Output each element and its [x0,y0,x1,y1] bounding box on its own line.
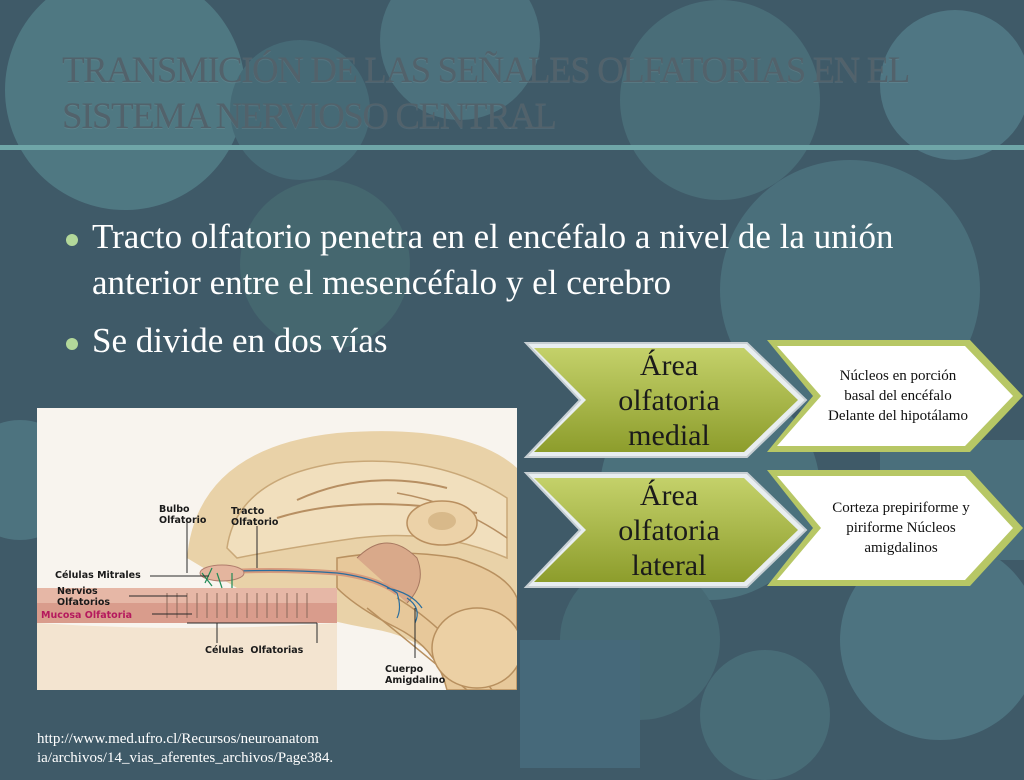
source-url-line: http://www.med.ufro.cl/Recursos/neuroanatom [37,731,319,747]
slide-title: TRANSMICIÓN DE LAS SEÑALES OLFATORIAS EN EL SISTEMA NERVIOSO CENTRAL [62,50,908,137]
label-nervios-olfatorios: Nervios Olfatorios [57,586,111,608]
label-mucosa-olfatoria: Mucosa Olfatoria [41,610,133,621]
label-cuerpo-amigdalino: Cuerpo Amigdalino [385,664,446,686]
bullet-dot [66,338,78,350]
label-celulas-olfatorias: Células Olfatorias [205,645,304,656]
label-bulbo-olfatorio: Bulbo Olfatorio [159,504,207,526]
pathway-name: Área olfatoria medial [618,348,720,452]
pathway-detail: Núcleos en porción basal del encéfalo Delante del hipotálamo [828,368,968,424]
pathway-name: Área olfatoria lateral [618,478,720,582]
bullet-text: Se divide en dos vías [92,321,388,360]
arrow-detail-medial [765,338,1024,454]
olfactory-pathway-illustration [37,408,517,690]
label-tracto-olfatorio: Tracto Olfatorio [231,506,279,528]
source-url[interactable] [37,730,333,768]
background-block [520,640,640,768]
bullet-item [60,214,990,306]
bullet-text: Tracto olfatorio penetra en el encéfalo a nivel de la unión anterior entre el mesencéfalo y el cerebro [92,217,894,302]
background-circle [700,650,830,780]
bullet-dot [66,234,78,246]
label-celulas-mitrales: Células Mitrales [55,570,141,581]
source-url-line: ia/archivos/14_vias_aferentes_archivos/Page384. [37,750,334,766]
pathway-detail: Corteza prepiriforme y piriforme Núcleos amigdalinos [832,500,970,556]
arrow-detail-lateral [765,468,1024,588]
title-divider [0,145,1024,150]
